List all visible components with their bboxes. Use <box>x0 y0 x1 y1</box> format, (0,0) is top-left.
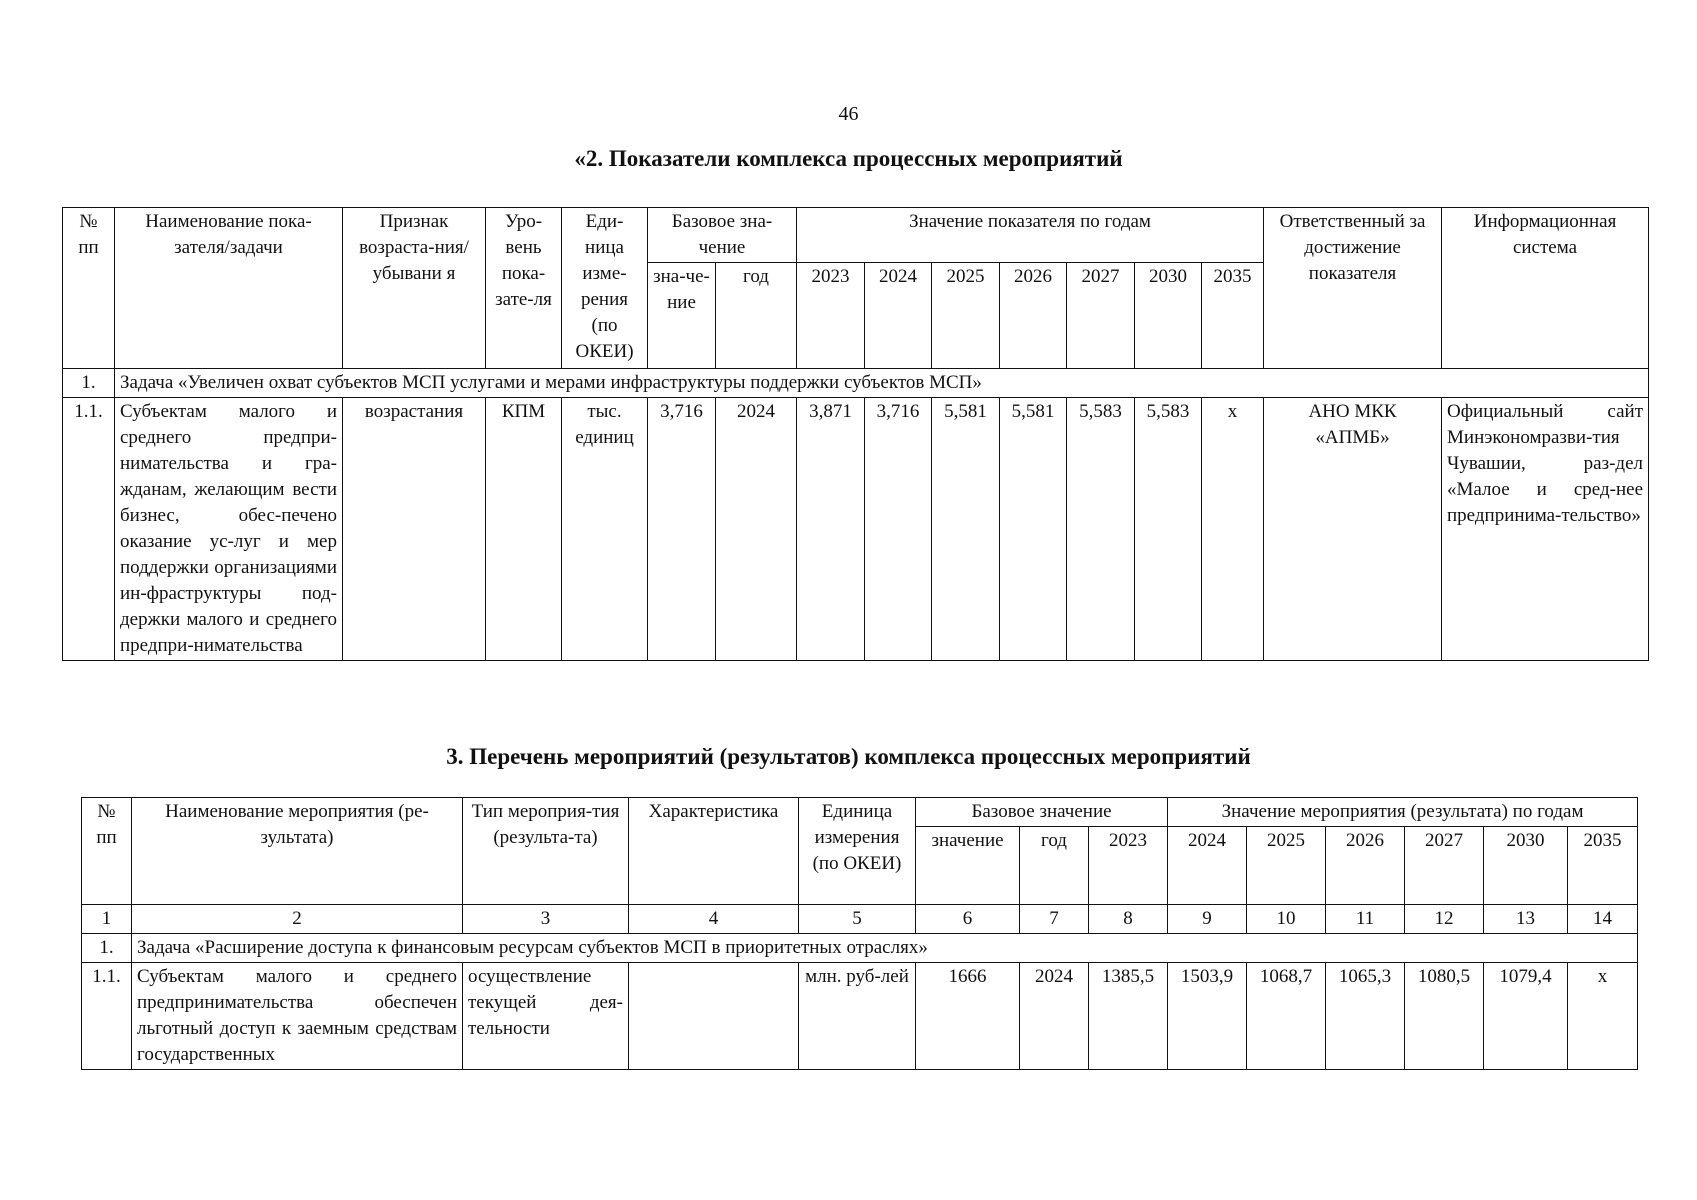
col-number: 11 <box>1326 905 1405 934</box>
year-value: 1079,4 <box>1484 963 1568 1070</box>
activity-unit: млн. руб-лей <box>799 963 916 1070</box>
col-header-year: 2026 <box>1326 827 1405 905</box>
col-number: 14 <box>1568 905 1638 934</box>
indicator-name: Субъектам малого и среднего предпри-нимательства и гра-жданам, желающим вести бизнес, обес-печено оказание ус-луг и мер поддержки организациями ин-фраструктуры под-держки малого и среднего предпри-нимательства <box>115 398 343 661</box>
col-header-year: 2023 <box>1089 827 1168 905</box>
indicators-table <box>62 207 1649 661</box>
task-row <box>82 934 1638 963</box>
indicator-level: КПМ <box>486 398 562 661</box>
year-value: 5,581 <box>1000 398 1067 661</box>
year-value: х <box>1568 963 1638 1070</box>
activities-table <box>81 797 1638 1070</box>
col-header-info-system: Информационная система <box>1442 208 1649 369</box>
page-number: 46 <box>838 103 859 125</box>
col-header-unit: Еди-ница изме-рения (по ОКЕИ) <box>562 208 648 369</box>
col-header-year: 2027 <box>1405 827 1484 905</box>
indicator-unit: тыс. единиц <box>562 398 648 661</box>
info-system: Официальный сайт Минэкономразви-тия Чувашии, раз-дел «Малое и сред-нее предпринима-тельство» <box>1442 398 1649 661</box>
year-value: 3,716 <box>865 398 932 661</box>
col-header-responsible: Ответственный за достижение показателя <box>1264 208 1442 369</box>
col-header-type: Тип мероприя-тия (результа-та) <box>463 798 629 905</box>
col-header-num: № пп <box>82 798 132 905</box>
col-header-year: 2030 <box>1484 827 1568 905</box>
section-2-title: «2. Показатели комплекса процессных мероприятий <box>574 146 1123 171</box>
col-number: 2 <box>132 905 463 934</box>
header-row <box>82 798 1638 827</box>
col-header-values-by-year: Значение показателя по годам <box>797 208 1264 263</box>
col-header-base-year: год <box>1020 827 1089 905</box>
col-header-year: 2035 <box>1568 827 1638 905</box>
col-header-num: № пп <box>63 208 115 369</box>
col-header-year: 2035 <box>1202 263 1264 369</box>
col-number: 6 <box>916 905 1020 934</box>
col-header-year: 2026 <box>1000 263 1067 369</box>
col-header-year: 2025 <box>932 263 1000 369</box>
col-header-year: 2024 <box>865 263 932 369</box>
year-value: 1080,5 <box>1405 963 1484 1070</box>
col-number: 1 <box>82 905 132 934</box>
task-row <box>63 369 1649 398</box>
year-value: 1385,5 <box>1089 963 1168 1070</box>
row-num: 1.1. <box>82 963 132 1070</box>
col-header-characteristic: Характеристика <box>629 798 799 905</box>
section-3-title: 3. Перечень мероприятий (результатов) комплекса процессных мероприятий <box>446 744 1251 769</box>
col-number: 13 <box>1484 905 1568 934</box>
col-number: 3 <box>463 905 629 934</box>
col-number: 10 <box>1247 905 1326 934</box>
year-value: 1065,3 <box>1326 963 1405 1070</box>
table-row <box>63 398 1649 661</box>
year-value: 5,583 <box>1067 398 1135 661</box>
base-value: 3,716 <box>648 398 716 661</box>
col-header-year: 2030 <box>1135 263 1202 369</box>
col-header-values-by-year: Значение мероприятия (результата) по годам <box>1168 798 1638 827</box>
task-num: 1. <box>82 934 132 963</box>
activity-characteristic <box>629 963 799 1070</box>
col-number: 4 <box>629 905 799 934</box>
col-number: 8 <box>1089 905 1168 934</box>
year-value: 5,583 <box>1135 398 1202 661</box>
table-row <box>82 963 1638 1070</box>
col-header-base: Базовое значение <box>916 798 1168 827</box>
col-number: 7 <box>1020 905 1089 934</box>
indicator-sign: возрастания <box>343 398 486 661</box>
base-year: 2024 <box>1020 963 1089 1070</box>
col-header-year: 2024 <box>1168 827 1247 905</box>
year-value: 1068,7 <box>1247 963 1326 1070</box>
col-number: 9 <box>1168 905 1247 934</box>
activity-type: осуществление текущей дея-тельности <box>463 963 629 1070</box>
col-header-sign: Признак возраста-ния/убывани я <box>343 208 486 369</box>
year-value: 5,581 <box>932 398 1000 661</box>
col-header-name: Наименование мероприятия (ре-зультата) <box>132 798 463 905</box>
col-number: 5 <box>799 905 916 934</box>
col-header-base-value: зна-че-ние <box>648 263 716 369</box>
base-year: 2024 <box>716 398 797 661</box>
responsible: АНО МКК «АПМБ» <box>1264 398 1442 661</box>
col-header-base: Базовое зна-чение <box>648 208 797 263</box>
activity-name: Субъектам малого и среднего предпринимательства обеспечен льготный доступ к заемным средствам государственных <box>132 963 463 1070</box>
col-header-name: Наименование пока-зателя/задачи <box>115 208 343 369</box>
year-value: 1503,9 <box>1168 963 1247 1070</box>
col-number: 12 <box>1405 905 1484 934</box>
col-header-level: Уро-вень пока-зате-ля <box>486 208 562 369</box>
col-header-base-year: год <box>716 263 797 369</box>
task-num: 1. <box>63 369 115 398</box>
year-value: 3,871 <box>797 398 865 661</box>
header-row <box>63 208 1649 263</box>
col-header-year: 2023 <box>797 263 865 369</box>
col-header-unit: Единица измерения (по ОКЕИ) <box>799 798 916 905</box>
col-header-year: 2027 <box>1067 263 1135 369</box>
col-header-year: 2025 <box>1247 827 1326 905</box>
base-value: 1666 <box>916 963 1020 1070</box>
column-number-row <box>82 905 1638 934</box>
task-text: Задача «Расширение доступа к финансовым ресурсам субъектов МСП в приоритетных отраслях» <box>132 934 1638 963</box>
year-value: х <box>1202 398 1264 661</box>
col-header-base-value: значение <box>916 827 1020 905</box>
task-text: Задача «Увеличен охват субъектов МСП услугами и мерами инфраструктуры поддержки субъектов МСП» <box>115 369 1649 398</box>
row-num: 1.1. <box>63 398 115 661</box>
